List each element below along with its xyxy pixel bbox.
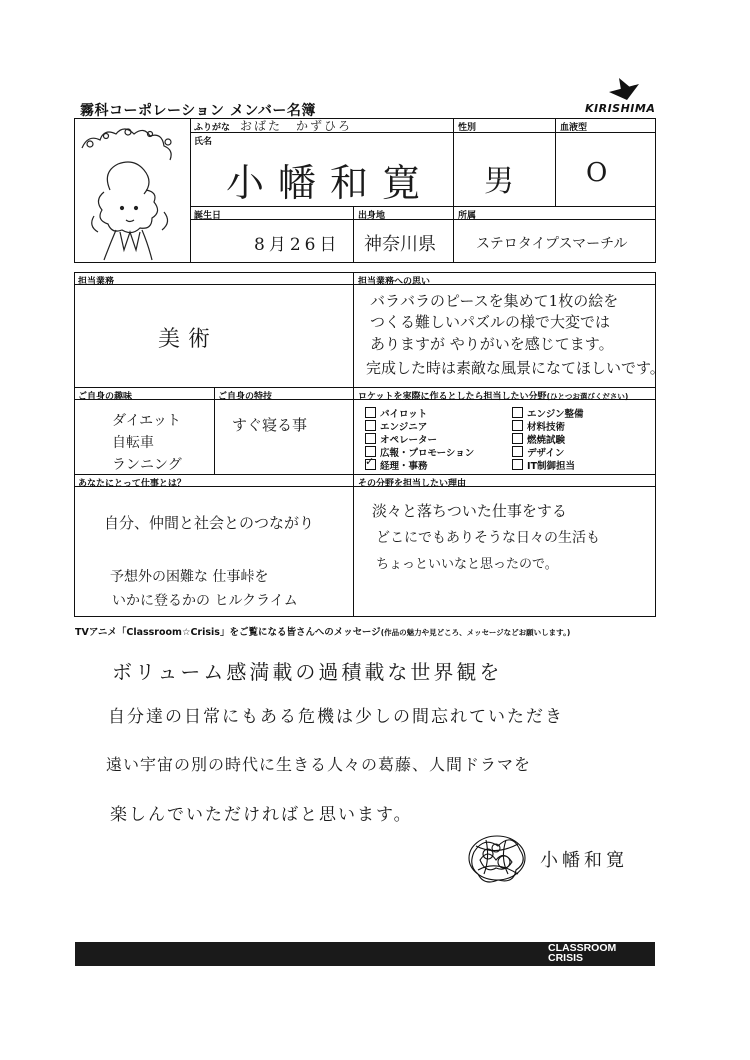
checkbox[interactable] — [365, 420, 376, 431]
reason-line: どこにでもありそうな日々の生活も — [376, 530, 600, 546]
birthplace-value: 神奈川県 — [364, 234, 436, 255]
avatar-portrait — [76, 120, 188, 261]
checkbox[interactable] — [365, 433, 376, 444]
rocket-option-label: デザイン — [527, 448, 565, 459]
rocket-option-label: 広報・プロモーション — [380, 448, 475, 459]
message-line: 遠い宇宙の別の時代に生きる人々の葛藤、人間ドラマを — [106, 755, 532, 774]
reason-line: ちょっといいなと思ったので。 — [376, 557, 558, 572]
gender-label: 性別 — [458, 123, 477, 133]
message-line: ボリューム感満載の過積載な世界観を — [112, 660, 503, 684]
reason-line: 淡々と落ちついた仕事をする — [372, 502, 567, 520]
rocket-option[interactable] — [512, 458, 575, 472]
rocket-option[interactable] — [512, 406, 584, 420]
checkbox[interactable] — [512, 459, 523, 470]
duties-thoughts-line: 完成した時は素敵な風景になてほしいです。 — [366, 359, 665, 377]
hobby-item: 自転車 — [112, 435, 154, 451]
furigana-value: おばた かずひろ — [240, 119, 353, 133]
kirishima-logo-icon — [609, 78, 639, 100]
skills-value: すぐ寝る事 — [232, 416, 308, 434]
rocket-option-label: エンジン整備 — [527, 409, 584, 420]
rocket-option-label: 経理・事務 — [380, 461, 428, 472]
message-note: (作品の魅力や見どころ、メッセージなどお願いします。) — [380, 628, 571, 637]
affiliation-value: ステロタイプスマーチル — [476, 236, 628, 252]
rocket-option-label: エンジニア — [380, 422, 428, 433]
rocket-field-label — [358, 389, 628, 402]
checkbox[interactable] — [512, 446, 523, 457]
rocket-option[interactable] — [365, 458, 428, 472]
duties-thoughts-label: 担当業務への思い — [358, 277, 431, 287]
rocket-option-label: オペレーター — [380, 435, 438, 446]
kirishima-logo-text: KIRISHIMA — [585, 102, 656, 115]
hobby-item: ダイエット — [112, 413, 181, 429]
signature-name: 小幡和寛 — [540, 850, 628, 871]
duties-thoughts-line: つくる難しいパズルの様で大変では — [370, 313, 611, 331]
page-title: 霧科コーポレーション メンバー名簿 — [80, 103, 316, 119]
classroom-crisis-logo-line2: CRISIS — [548, 952, 584, 964]
work-meaning-label: あなたにとって仕事とは？ — [78, 479, 186, 489]
message-label-row — [75, 620, 570, 639]
rocket-option[interactable] — [512, 432, 565, 446]
signature-scribble — [466, 832, 528, 884]
furigana-label: ふりがな — [194, 123, 231, 133]
rocket-option-label: 燃焼試験 — [527, 435, 566, 446]
rocket-option[interactable] — [365, 419, 427, 433]
hobbies-label: ご自身の趣味 — [78, 392, 133, 402]
rocket-option[interactable] — [365, 432, 437, 446]
classroom-crisis-logo-line1: CLASSROOM — [548, 942, 617, 954]
name-value: 小幡和寛 — [226, 161, 435, 205]
message-line: 楽しんでいただければと思います。 — [110, 805, 413, 825]
message-line: 自分達の日常にもある危機は少しの間忘れていただき — [108, 707, 564, 727]
gender-value: 男 — [484, 164, 514, 199]
rocket-option[interactable] — [512, 419, 565, 433]
duties-value: 美術 — [158, 327, 219, 352]
rocket-option[interactable] — [365, 445, 474, 459]
rocket-field-note: (ひとつお選びください) — [546, 392, 629, 401]
hobby-item: ランニング — [112, 457, 182, 473]
work-meaning-line: 予想外の困難な 仕事峠を — [110, 569, 269, 585]
duties-label: 担当業務 — [78, 277, 115, 287]
rocket-option-label: IT制御担当 — [527, 461, 576, 472]
rocket-option-label: パイロット — [380, 409, 428, 420]
skills-label: ご自身の特技 — [218, 392, 273, 402]
checkbox-checked[interactable] — [365, 459, 376, 470]
message-label: TVアニメ「Classroom☆Crisis」をご覧になる皆さんへのメッセージ — [75, 627, 381, 638]
rocket-option[interactable] — [365, 406, 427, 420]
duties-thoughts-line: バラバラのピースを集めて1枚の絵を — [370, 292, 619, 310]
checkbox[interactable] — [365, 407, 376, 418]
birthday-label: 誕生日 — [194, 211, 222, 221]
reason-label: その分野を担当したい理由 — [358, 479, 467, 489]
checkbox[interactable] — [512, 407, 523, 418]
checkbox[interactable] — [512, 433, 523, 444]
duties-thoughts-line: ありますが やりがいを感じてます。 — [370, 335, 614, 353]
kirishima-logo — [585, 78, 665, 116]
work-meaning-line: いかに登るかの ヒルクライム — [112, 593, 298, 609]
birthday-value: 8月26日 — [254, 235, 341, 255]
affiliation-label: 所属 — [458, 211, 477, 221]
name-label: 氏名 — [194, 137, 213, 147]
blood-type-value: O — [586, 158, 608, 188]
blood-type-label: 血液型 — [560, 123, 588, 133]
classroom-crisis-logo — [548, 943, 616, 963]
rocket-option[interactable] — [512, 445, 564, 459]
work-meaning-line: 自分、仲間と社会とのつながり — [104, 514, 315, 532]
checkbox[interactable] — [512, 420, 523, 431]
rocket-option-label: 材料技術 — [527, 422, 566, 433]
birthplace-label: 出身地 — [358, 211, 386, 221]
rocket-field-label-text: ロケットを実際に作るとしたら担当したい分野 — [358, 392, 547, 402]
